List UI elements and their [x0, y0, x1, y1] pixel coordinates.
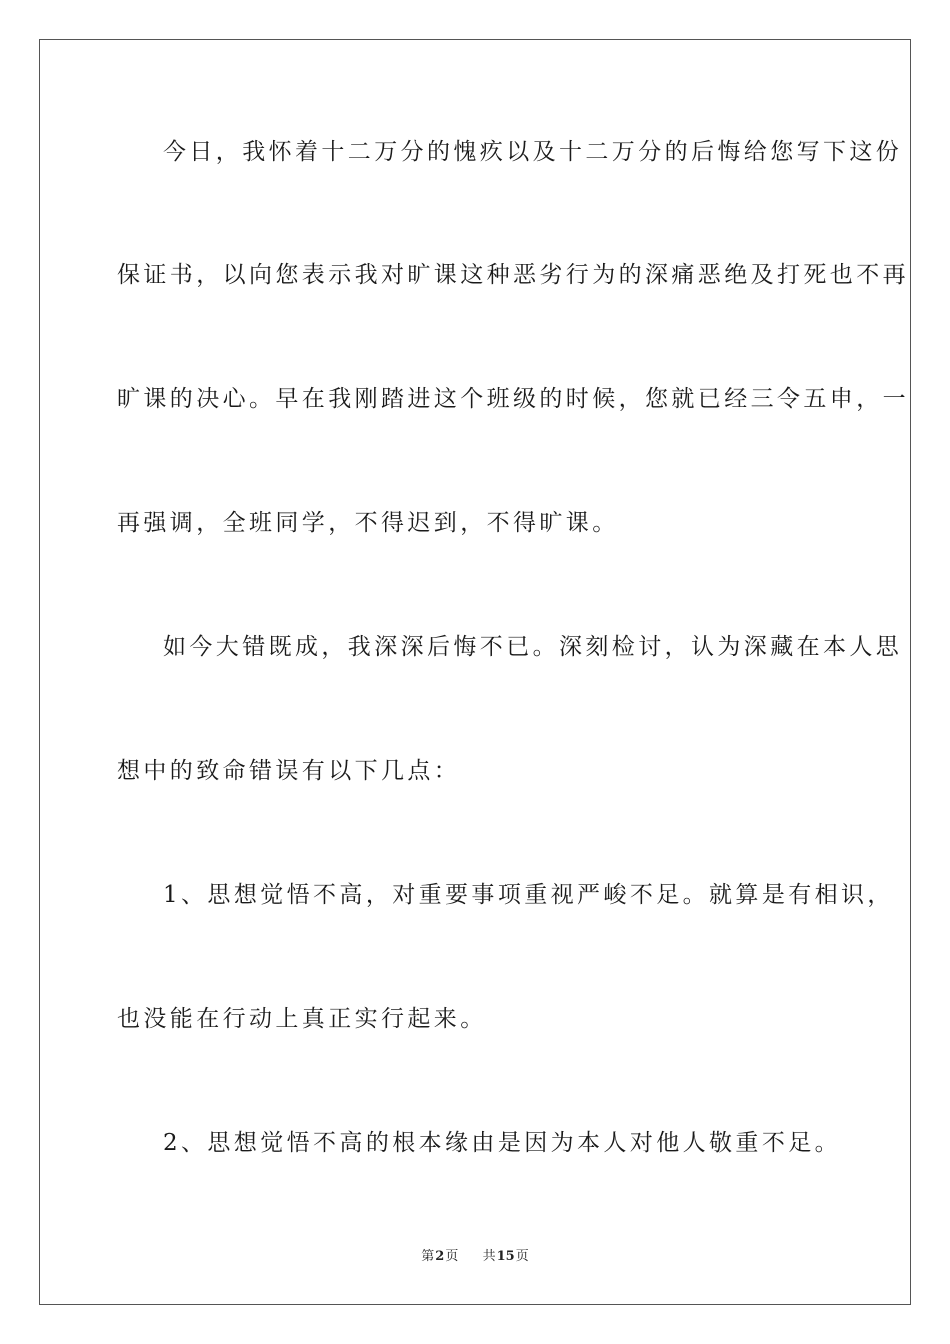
- paragraph-1-line-4: 再强调，全班同学，不得迟到，不得旷课。: [117, 510, 619, 536]
- total-prefix: 共: [482, 1249, 496, 1264]
- paragraph-3-line-1: 1、思想觉悟不高，对重要事项重视严峻不足。就算是有相识，: [163, 882, 894, 908]
- paragraph-3-line-2: 也没能在行动上真正实行起来。: [117, 1006, 487, 1032]
- page-prefix: 第: [421, 1249, 435, 1264]
- paragraph-1-line-1: 今日，我怀着十二万分的愧疚以及十二万分的后悔给您写下这份: [163, 139, 903, 165]
- total-unit: 页: [515, 1249, 529, 1264]
- paragraph-1-line-2: 保证书，以向您表示我对旷课这种恶劣行为的深痛恶绝及打死也不再: [117, 262, 909, 288]
- paragraph-4-line-1: 2、思想觉悟不高的根本缘由是因为本人对他人敬重不足。: [163, 1130, 842, 1156]
- paragraph-2-line-2: 想中的致命错误有以下几点：: [117, 758, 461, 784]
- total-page-count: 15: [496, 1249, 515, 1264]
- paragraph-2-line-1: 如今大错既成，我深深后悔不已。深刻检讨，认为深藏在本人思: [163, 634, 903, 660]
- current-page-number: 2: [435, 1249, 445, 1264]
- page-footer: [0, 1248, 950, 1266]
- paragraph-1-line-3: 旷课的决心。早在我刚踏进这个班级的时候，您就已经三令五申，一: [117, 386, 909, 412]
- page-unit: 页: [445, 1249, 459, 1264]
- page-frame: [39, 39, 911, 1305]
